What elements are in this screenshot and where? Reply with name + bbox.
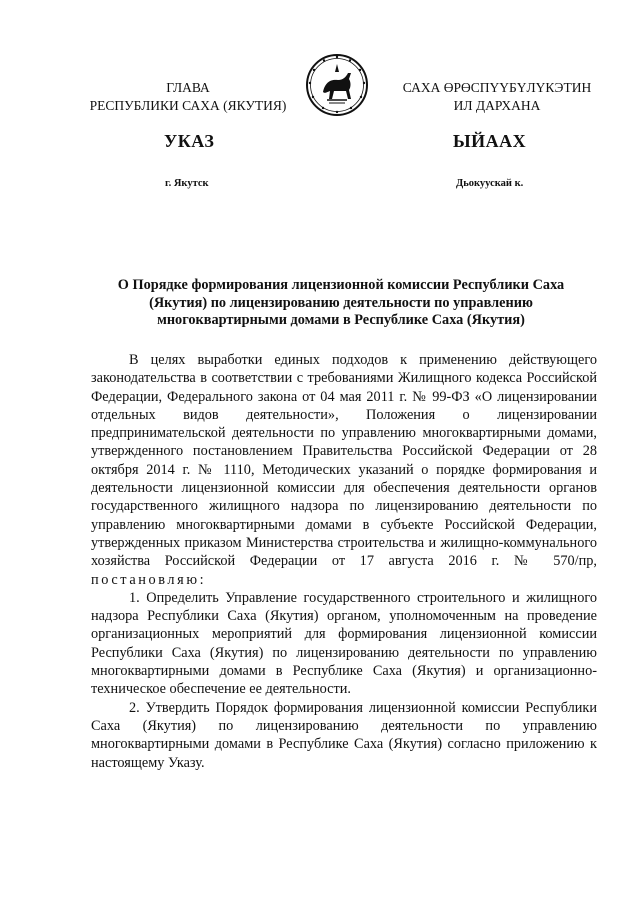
preamble-paragraph bbox=[91, 351, 597, 589]
document-title bbox=[92, 277, 590, 330]
decree-label-ru: УКАЗ bbox=[164, 131, 215, 151]
item-2-paragraph: 2. Утвердить Порядок формирования лицензионной комиссии Республики Саха (Якутия) по лицензированию деятельности по управлению многоквартирными домами в Республике Саха (Якутия) согласно приложению к настоящему Указу. bbox=[91, 699, 597, 771]
issuer-line-1-ru: ГЛАВА bbox=[166, 80, 210, 95]
issuer-line-2-sah: ИЛ ДАРХАНА bbox=[453, 98, 541, 113]
decree-word: постановляю: bbox=[91, 571, 207, 588]
issuer-line-2-ru: РЕСПУБЛИКИ САХА (ЯКУТИЯ) bbox=[89, 98, 287, 113]
issuer-line-1-sah: САХА ӨРӨСПҮҮБҮЛҮКЭТИН bbox=[402, 80, 592, 95]
document-body bbox=[91, 351, 597, 772]
preamble-text: В целях выработки единых подходов к применению действующего законодательства в соответствии с требованиями Жилищного кодекса Российской Федерации, Федерального закона от 04 мая 2011 г. № 99-ФЗ «О лицензировании отдельных видов деятельности», Положения о лицензировании предпринимательской деятельности по управлению многоквартирными домами, утвержденного постановлением Правительства Российской Федерации от 28 октября 2014 г. № 1110, Методических указаний о порядке формирования и деятельности лицензионной комиссии для обеспечения деятельности органов государственного жилищного надзора по лицензированию деятельности по управлению многоквартирными домами в субъекте Российской Федерации, утвержденных приказом Министерства строительства и жилищно-коммунального хозяйства Российской Федерации от 17 августа 2016 г. № 570/пр, bbox=[91, 352, 597, 570]
issuer-block-ru bbox=[78, 79, 298, 115]
title-line-2: (Якутия) по лицензированию деятельности по управлению bbox=[149, 294, 533, 311]
item-1-paragraph: 1. Определить Управление государственного строительного и жилищного надзора Республики Саха (Якутия) органом, уполномоченным на проведение организационных мероприятий для формирования лицензионной комиссии Республики Саха (Якутия) по лицензированию деятельности по управлению многоквартирными домами в Республике Саха (Якутия) и организационно-техническое обеспечение ее деятельности. bbox=[91, 589, 597, 698]
coat-of-arms-emblem-icon bbox=[305, 52, 369, 118]
title-line-1: О Порядке формирования лицензионной комиссии Республики Саха bbox=[117, 277, 565, 293]
city-label-ru: г. Якутск bbox=[165, 178, 209, 189]
issuer-block-sah bbox=[382, 79, 612, 115]
title-line-3: многоквартирными домами в Республике Саха (Якутия) bbox=[157, 312, 525, 328]
decree-label-sah: ЫЙААХ bbox=[453, 131, 527, 151]
city-label-sah: Дьокуускай к. bbox=[456, 178, 524, 189]
